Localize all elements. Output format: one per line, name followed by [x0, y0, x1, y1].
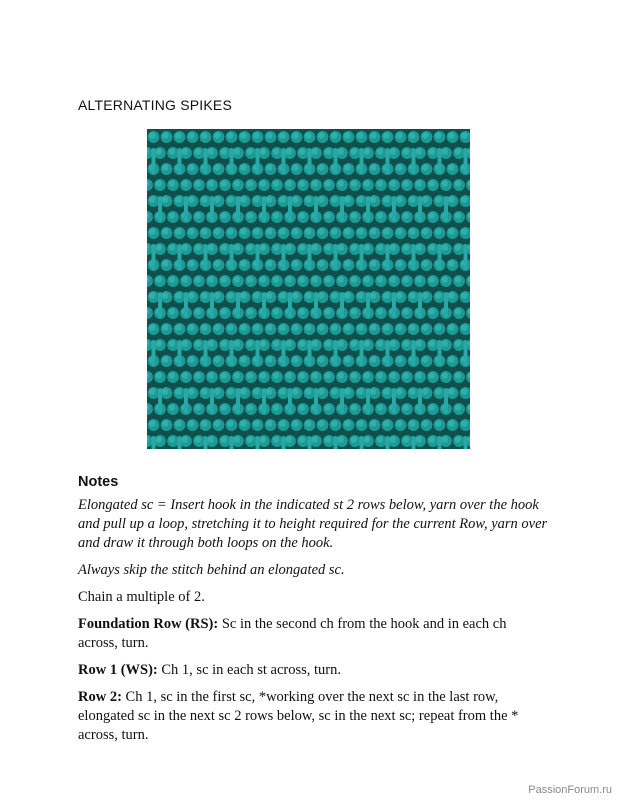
row-label: Row 1 (WS): [78, 662, 158, 678]
site-watermark: PassionForum.ru [528, 784, 612, 796]
row-instruction-2 [78, 688, 548, 745]
row-instruction-foundation [78, 615, 548, 653]
crochet-swatch-photo [147, 129, 470, 449]
pattern-title: ALTERNATING SPIKES [78, 97, 233, 113]
row-instruction-1 [78, 661, 548, 680]
row-text: Ch 1, sc in each st across, turn. [157, 662, 341, 678]
notes-heading: Notes [78, 474, 119, 490]
elongated-sc-definition: Elongated sc = Insert hook in the indicated st 2 rows below, yarn over the hook and pull up a loop, stretching it to height required for the current Row, yarn over and draw it through both loops on the hook. [78, 497, 548, 551]
chain-instruction: Chain a multiple of 2. [78, 589, 205, 605]
skip-stitch-note: Always skip the stitch behind an elongated sc. [78, 562, 345, 578]
row-text: Sc in the second ch from the hook and in each ch across, turn. [78, 616, 507, 651]
row-text: Ch 1, sc in the first sc, *working over the next sc in the last row, elongated sc in the next sc 2 rows below, sc in the next sc; repeat from the * across, turn. [78, 689, 519, 743]
row-label: Row 2: [78, 689, 122, 705]
row-label: Foundation Row (RS): [78, 616, 219, 632]
notes-section [78, 472, 548, 753]
